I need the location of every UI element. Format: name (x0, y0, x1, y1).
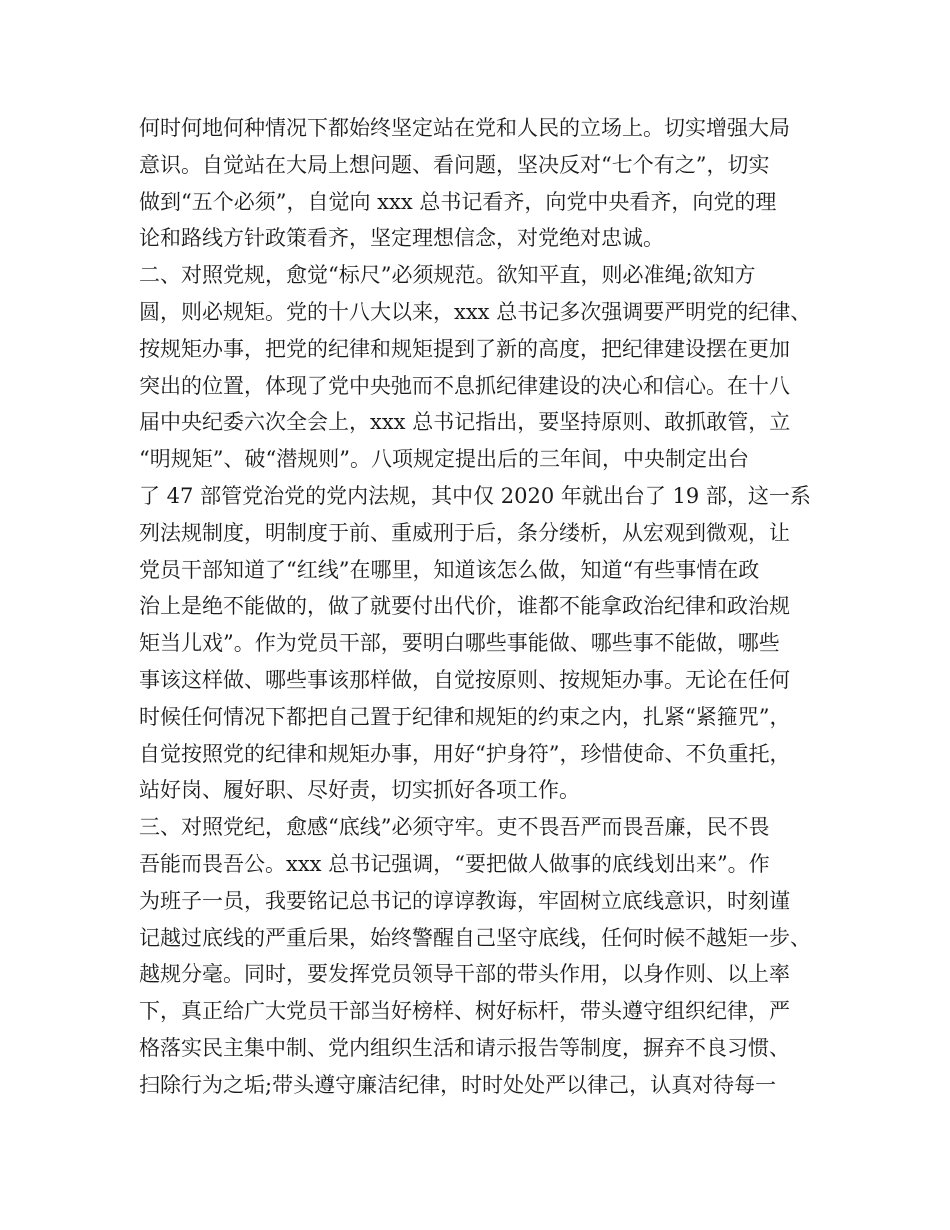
text-line: 届中央纪委六次全会上，xxx 总书记指出，要坚持原则、敢抓敢管，立 (139, 410, 791, 435)
text-line: 扫除行为之垢;带头遵守廉洁纪律，时时处处严以律己，认真对待每一 (139, 1072, 777, 1097)
text-line: 事该这样做、哪些事该那样做，自觉按原则、按规矩办事。无论在任何 (139, 667, 790, 692)
text-line: 突出的位置，体现了党中央弛而不息抓纪律建设的决心和信心。在十八 (139, 373, 790, 398)
text-line: 论和路线方针政策看齐，坚定理想信念，对党绝对忠诚。 (139, 226, 664, 251)
text-line: 治上是绝不能做的，做了就要付出代价，谁都不能拿政治纪律和政治规 (139, 594, 790, 619)
text-line: 矩当儿戏”。作为党员干部，要明白哪些事能做、哪些事不能做，哪些 (139, 631, 780, 656)
text-line: 了 47 部管党治党的党内法规，其中仅 2020 年就出台了 19 部，这一系 (139, 483, 811, 508)
text-line: 意识。自觉站在大局上想问题、看问题，坚决反对“七个有之”，切实 (139, 152, 770, 177)
text-line: 记越过底线的严重后果，始终警醒自己坚守底线，任何时候不越矩一步、 (139, 925, 811, 950)
text-line: 党员干部知道了“红线”在哪里，知道该怎么做，知道“有些事情在政 (139, 557, 760, 582)
text-line: 下，真正给广大党员干部当好榜样、树好标杆，带头遵守组织纪律，严 (139, 999, 790, 1024)
text-line: 格落实民主集中制、党内组织生活和请示报告等制度，摒弃不良习惯、 (139, 1035, 790, 1060)
body-text (139, 110, 829, 1104)
text-line: 越规分毫。同时，要发挥党员领导干部的带头作用，以身作则、以上率 (139, 962, 790, 987)
text-line: 吾能而畏吾公。xxx 总书记强调，“要把做人做事的底线划出来”。作 (139, 851, 770, 876)
text-line: 二、对照党规，愈觉“标尺”必须规范。欲知平直，则必准绳;欲知方 (139, 263, 756, 288)
text-line: 按规矩办事，把党的纪律和规矩提到了新的高度，把纪律建设摆在更加 (139, 336, 790, 361)
text-line: 站好岗、履好职、尽好责，切实抓好各项工作。 (139, 778, 580, 803)
text-line: 时候任何情况下都把自己置于纪律和规矩的约束之内，扎紧“紧箍咒”， (139, 704, 791, 729)
text-line: 圆，则必规矩。党的十八大以来，xxx 总书记多次强调要严明党的纪律、 (139, 299, 812, 324)
text-line: 自觉按照党的纪律和规矩办事，用好“护身符”，珍惜使命、不负重托， (139, 741, 791, 766)
text-line: 三、对照党纪，愈感“底线”必须守牢。吏不畏吾严而畏吾廉，民不畏 (139, 815, 770, 840)
text-line: 为班子一员，我要铭记总书记的谆谆教诲，牢固树立底线意识，时刻谨 (139, 888, 790, 913)
text-line: 列法规制度，明制度于前、重威刑于后，条分缕析，从宏观到微观，让 (139, 520, 790, 545)
text-line: 何时何地何种情况下都始终坚定站在党和人民的立场上。切实增强大局 (139, 116, 790, 140)
text-line: 做到“五个必须”，自觉向 xxx 总书记看齐，向党中央看齐，向党的理 (139, 189, 777, 214)
text-line: “明规矩”、破“潜规则”。八项规定提出后的三年间，中央制定出台 (139, 447, 749, 472)
